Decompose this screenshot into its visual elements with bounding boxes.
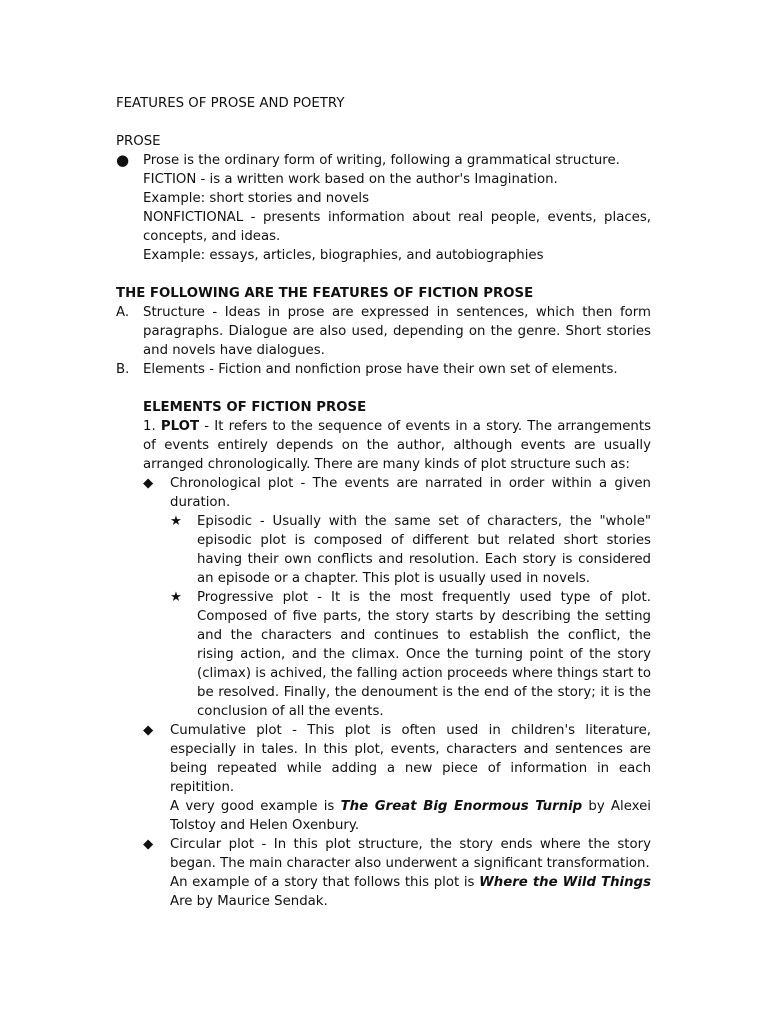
nonfiction-example: Example: essays, articles, biographies, and autobiographies xyxy=(143,248,544,263)
example-intro: A very good example is xyxy=(170,799,341,814)
star-bullet-icon: ★ xyxy=(170,514,182,529)
bullet-dot-icon: ● xyxy=(116,151,130,169)
diamond-bullet-icon: ◆ xyxy=(143,476,154,491)
prose-heading: PROSE xyxy=(116,134,161,149)
plot-text: - It refers to the sequence of events in a story. The arrangements of events entirely depends on the author, although events are usually arranged chronologically. There are many kinds of plot structure such as: xyxy=(143,419,652,472)
example-book-title: The Great Big Enormous Turnip xyxy=(340,799,583,814)
circular-plot-example xyxy=(170,873,651,911)
fiction-definition: FICTION - is a written work based on the author's Imagination. xyxy=(143,172,558,187)
plot-label: PLOT xyxy=(160,419,200,434)
circular-plot-text: Circular plot - In this plot structure, the story ends where the story began. The main character also underwent a significant transformation. xyxy=(170,837,651,871)
progressive-plot-text: Progressive plot - It is the most frequently used type of plot. Composed of five parts, the story starts by describing the setting and the characters and continues to establish the conflict, the rising action, and the climax. Once the turning point of the story (climax) is achived, the falling action proceeds where things start to be resolved. Finally, the denoument is the end of the story; it is the conclusion of all the events. xyxy=(197,590,651,719)
fiction-example: Example: short stories and novels xyxy=(143,191,370,206)
feature-marker: A. xyxy=(116,305,130,320)
features-heading: THE FOLLOWING ARE THE FEATURES OF FICTION PROSE xyxy=(116,286,534,301)
progressive-plot-item xyxy=(116,588,651,721)
diamond-bullet-icon: ◆ xyxy=(143,837,154,852)
document-page xyxy=(116,94,651,911)
feature-item-elements xyxy=(116,360,651,379)
feature-marker: B. xyxy=(116,362,130,377)
feature-item-structure xyxy=(116,303,651,360)
cumulative-plot-text: Cumulative plot - This plot is often used in children's literature, especially in tales. In this plot, events, characters and sentences are being repeated while adding a new piece of information in each repitition. xyxy=(170,723,651,795)
cumulative-plot-example xyxy=(170,797,651,835)
plot-paragraph xyxy=(143,417,651,474)
chronological-plot-item xyxy=(116,474,651,512)
cumulative-plot-item xyxy=(116,721,651,835)
elements-heading: ELEMENTS OF FICTION PROSE xyxy=(143,400,367,415)
example-book-title: Where the Wild Things xyxy=(479,875,651,890)
chronological-plot-text: Chronological plot - The events are narrated in order within a given duration. xyxy=(170,476,651,510)
feature-text: Structure - Ideas in prose are expressed in sentences, which then form paragraphs. Dialogue are also used, depending on the genre. Short stories and novels have dialogues. xyxy=(143,305,651,358)
star-bullet-icon: ★ xyxy=(170,590,182,605)
document-title: FEATURES OF PROSE AND POETRY xyxy=(116,96,345,111)
plot-number: 1. xyxy=(143,419,156,434)
nonfiction-definition: NONFICTIONAL - presents information about real people, events, places, concepts, and ideas. xyxy=(143,210,651,244)
example-authors: by Alexei Tolstoy and Helen Oxenbury. xyxy=(170,799,652,833)
episodic-plot-item xyxy=(116,512,651,588)
circular-plot-item xyxy=(116,835,651,911)
episodic-plot-text: Episodic - Usually with the same set of characters, the "whole" episodic plot is composed of different but related short stories having their own conflicts and resolution. Each story is considered an episode or a chapter. This plot is usually used in novels. xyxy=(197,514,651,586)
feature-text: Elements - Fiction and nonfiction prose have their own set of elements. xyxy=(143,362,618,377)
prose-bullet xyxy=(116,151,651,265)
example-author: Are by Maurice Sendak. xyxy=(170,894,328,909)
prose-definition: Prose is the ordinary form of writing, following a grammatical structure. xyxy=(143,153,620,168)
example-intro: An example of a story that follows this plot is xyxy=(170,875,480,890)
diamond-bullet-icon: ◆ xyxy=(143,723,154,738)
